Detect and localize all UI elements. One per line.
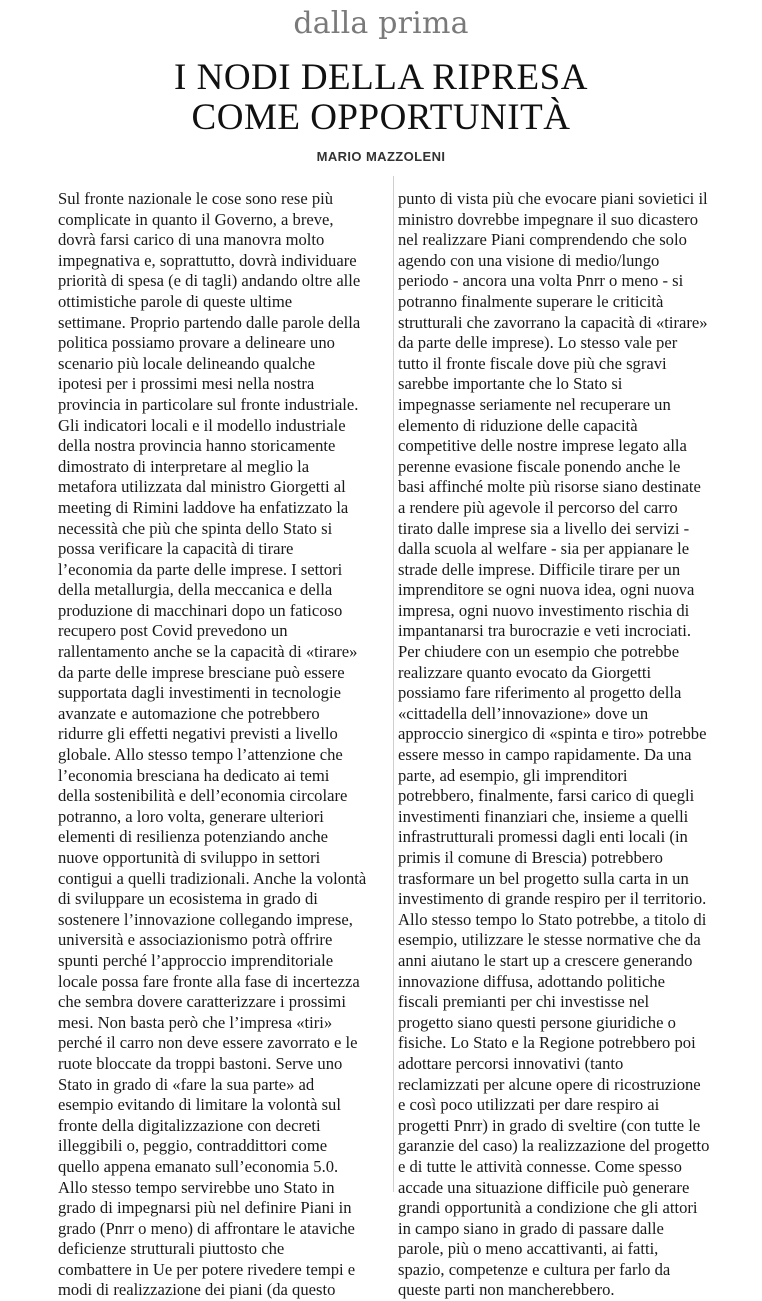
text-line: anni aiutano le start up a crescere generando [398, 950, 693, 970]
text-line: ottimistiche parole di queste ultime [58, 291, 293, 311]
text-line: scenario più locale delineando qualche [58, 353, 316, 373]
text-line: approccio sinergico di «spinta e tiro» potrebbe [398, 724, 707, 744]
text-line: grado (Pnrr o meno) di affrontare le ataviche [58, 1218, 355, 1238]
text-line: in campo siano in grado di passare dalle [398, 1218, 664, 1238]
text-line: strutturali che zavorrano la capacità di «tirare» [398, 312, 708, 332]
text-line: punto di vista più che evocare piani sovietici il [398, 189, 708, 208]
text-line: sostenere l’innovazione collegando imprese, [58, 909, 353, 929]
text-line: che sembra dovere caratterizzare i prossimi [58, 992, 346, 1012]
section-kicker: dalla prima [293, 6, 469, 41]
text-line: complicate in quanto il Governo, a breve, [58, 209, 334, 229]
text-line: parole, più o meno accattivanti, ai fatti, [398, 1239, 659, 1259]
text-line: imprenditore se ogni nuova idea, ogni nuova [398, 580, 695, 600]
right-column [398, 189, 743, 1301]
text-line: Stato in grado di «fare la sua parte» ad [58, 1074, 315, 1094]
text-line: possiamo fare riferimento al progetto della [398, 683, 682, 703]
text-line: potranno finalmente superare le criticità [398, 291, 664, 311]
text-line: quello appena emanato sull’economia 5.0. [58, 1156, 339, 1176]
text-line: supportata dagli investimenti in tecnologie [58, 683, 341, 703]
text-line: ridurre gli effetti negativi previsti a livello [58, 724, 338, 744]
text-line: periodo - ancora una volta Pnrr o meno - si [398, 271, 684, 291]
text-line: di sviluppare un ecosistema in grado di [58, 889, 318, 909]
text-line: grandi opportunità a condizione che gli attori [398, 1198, 698, 1218]
text-line: e così poco utilizzati per dare respiro ai [398, 1095, 660, 1115]
text-line: grado di impegnarsi più nel definire Piani in [58, 1198, 352, 1218]
text-line: spunti perché l’approccio imprenditoriale [58, 950, 334, 970]
text-line: realizzare quanto evocato da Giorgetti [398, 662, 652, 682]
text-line: Gli indicatori locali e il modello industriale [58, 415, 346, 435]
text-line: perché il carro non deve essere zavorrato e le [58, 1033, 358, 1053]
text-line: tutto il fronte fiscale dove più che sgravi [398, 353, 667, 373]
text-line: necessità che più che spinta dello Stato si [58, 518, 333, 538]
text-line: rallentamento anche se la capacità di «tirare» [58, 642, 358, 662]
text-line: trasformare un bel progetto sulla carta in un [398, 868, 689, 888]
text-line: perenne evasione fiscale ponendo anche le [398, 456, 681, 476]
text-line: investimento di grande respiro per il territorio. [398, 889, 707, 909]
text-line: mesi. Non basta però che l’impresa «tiri» [58, 1012, 333, 1032]
text-line: dimostrato di interpretare al meglio la [58, 456, 310, 476]
text-line: elemento di riduzione delle capacità [398, 415, 638, 435]
text-line: settimane. Proprio partendo dalle parole della [58, 312, 361, 332]
text-line: Sul fronte nazionale le cose sono rese più [58, 189, 334, 208]
text-line: impantanarsi tra burocrazie e veti incrociati. [398, 621, 692, 641]
text-line: università e associazionismo potrà offrire [58, 930, 333, 950]
text-line: modi di realizzazione dei piani (da questo [58, 1280, 336, 1300]
text-line: deficienze strutturali piuttosto che [58, 1239, 285, 1259]
text-line: della metallurgia, della meccanica e della [58, 580, 333, 600]
text-line: da parte delle imprese). Lo stesso vale per [398, 333, 678, 353]
text-line: provincia in particolare sul fronte industriale. [58, 394, 359, 414]
text-line: impegnativa e, soprattutto, dovrà individuare [58, 250, 357, 270]
text-line: investimenti finanziari che, insieme a quelli [398, 806, 689, 826]
text-line: globale. Allo stesso tempo l’attenzione che [58, 745, 343, 765]
text-line: accade una situazione difficile può generare [398, 1177, 690, 1197]
text-line: «cittadella dell’innovazione» dove un [398, 703, 649, 723]
text-line: reclamizzati per alcune opere di ricostruzione [398, 1074, 701, 1094]
text-line: nuove opportunità di sviluppo in settori [58, 848, 321, 867]
text-line: da parte delle imprese bresciane può essere [58, 662, 345, 682]
text-line: strade delle imprese. Difficile tirare per un [398, 559, 681, 579]
text-line: potranno, a loro volta, generare ulteriori [58, 806, 324, 826]
text-line: impresa, ogni nuovo investimento rischia di [398, 600, 690, 620]
text-line: basi affinché molte più risorse siano destinate [398, 477, 701, 497]
article-headline [0, 58, 762, 138]
text-line: combattere in Ue per potere rivedere tempi e [58, 1259, 356, 1279]
text-line: l’economia da parte delle imprese. I settori [58, 559, 343, 579]
text-line: esempio, utilizzare le stesse normative che da [398, 930, 701, 950]
text-line: della sostenibilità e dell’economia circolare [58, 786, 348, 806]
text-line: meeting di Rimini laddove ha enfatizzato la [58, 497, 349, 517]
text-line: della nostra provincia hanno storicamente [58, 436, 336, 456]
text-line: queste parti non mancherebbero. [398, 1280, 615, 1300]
text-line: contigui a quelli tradizionali. Anche la volontà [58, 868, 367, 888]
text-line: garanzie del caso) la realizzazione del progetto [398, 1136, 710, 1156]
text-line: ipotesi per i prossimi mesi nella nostra [58, 374, 315, 394]
text-line: tirato dalle imprese sia a livello dei servizi - [398, 518, 690, 538]
text-line: Allo stesso tempo lo Stato potrebbe, a titolo di [398, 909, 707, 929]
text-line: sarebbe importante che lo Stato si [398, 374, 623, 394]
text-line: metafora utilizzata dal ministro Giorgetti al [58, 477, 346, 497]
text-line: l’economia bresciana ha dedicato ai temi [58, 765, 330, 785]
text-line: dalla scuola al welfare - sia per appianare le [398, 539, 690, 559]
text-line: spazio, competenze e cultura per farlo da [398, 1259, 671, 1279]
text-line: innovazione diffusa, adottando politiche [398, 971, 665, 991]
text-line: adottare percorsi innovativi (tanto [398, 1053, 624, 1073]
text-line: possa verificare la capacità di tirare [58, 539, 294, 559]
text-line: Allo stesso tempo servirebbe uno Stato in [58, 1177, 335, 1197]
left-column [58, 189, 398, 1301]
headline-line-2: COME OPPORTUNITÀ [191, 97, 571, 138]
text-line: Per chiudere con un esempio che potrebbe [398, 642, 680, 662]
text-line: illeggibili o, peggio, contraddittori come [58, 1136, 328, 1156]
text-line: locale possa fare fronte alla fase di incertezza [58, 971, 360, 991]
text-line: priorità di spesa (e di tagli) andando oltre alle [58, 271, 361, 291]
text-line: recupero post Covid prevedono un [58, 621, 288, 641]
text-line: ministro dovrebbe impegnare il suo dicastero [398, 209, 698, 229]
text-line: elementi di resilienza potenziando anche [58, 827, 328, 847]
text-line: progetto siano questi persone giuridiche o [398, 1012, 676, 1032]
text-line: infrastrutturali promessi dagli enti locali (in [398, 827, 688, 847]
text-line: agendo con una visione di medio/lungo [398, 250, 660, 270]
text-line: avanzate e automazione che potrebbero [58, 703, 320, 723]
text-line: fisiche. Lo Stato e la Regione potrebbero poi [398, 1033, 696, 1053]
text-line: ruote bloccate da troppi bastoni. Serve uno [58, 1053, 343, 1073]
text-line: produzione di macchinari dopo un faticoso [58, 600, 343, 620]
text-line: essere messo in campo rapidamente. Da una [398, 745, 692, 765]
text-line: politica possiamo provare a delineare uno [58, 333, 335, 353]
text-line: parte, ad esempio, gli imprenditori [398, 765, 628, 785]
text-line: fiscali premianti per chi investisse nel [398, 992, 650, 1012]
text-line: competitive delle nostre imprese legato alla [398, 436, 687, 456]
text-line: primis il comune di Brescia) potrebbero [398, 848, 663, 867]
text-line: dovrà farsi carico di una manovra molto [58, 230, 325, 250]
text-line: nel realizzare Piani comprendendo che solo [398, 230, 687, 250]
text-line: progetti Pnrr) in grado di sveltire (con tutte le [398, 1115, 701, 1135]
text-line: e di tutte le attività connesse. Come spesso [398, 1156, 682, 1176]
text-line: esempio evitando di limitare la volontà sul [58, 1095, 341, 1115]
text-line: potrebbero, finalmente, farsi carico di quegli [398, 786, 695, 806]
headline-line-1: I NODI DELLA RIPRESA [174, 57, 588, 98]
author-byline: MARIO MAZZOLENI [316, 149, 446, 164]
text-line: impegnasse seriamente nel recuperare un [398, 394, 671, 414]
text-line: fronte della digitalizzazione con decreti [58, 1115, 321, 1135]
text-line: a rendere più agevole il percorso del carro [398, 497, 678, 517]
